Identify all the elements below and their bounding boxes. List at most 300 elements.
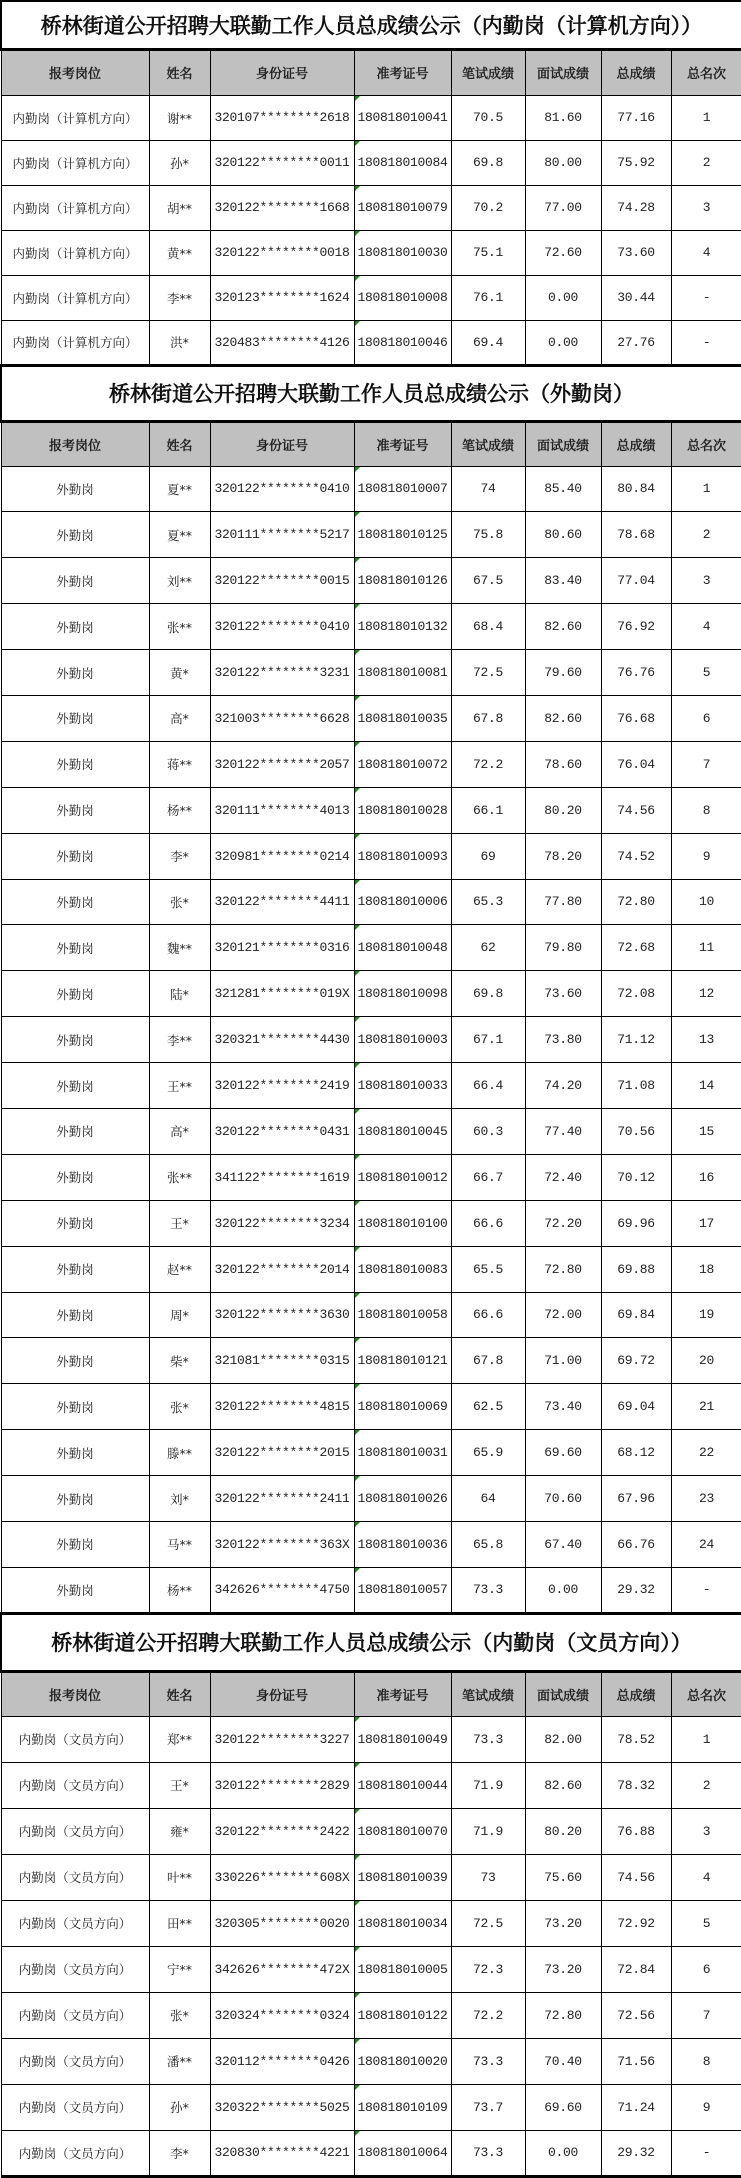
cell-exam-number: 180818010028	[354, 787, 451, 833]
cell-exam-number: 180818010003	[354, 1017, 451, 1063]
cell-name: 张*	[149, 1992, 210, 2038]
cell-written-score: 71.9	[451, 1808, 525, 1854]
cell-rank: 8	[671, 787, 741, 833]
cell-total-score: 78.68	[601, 512, 671, 558]
cell-exam-number: 180818010069	[354, 1384, 451, 1430]
cell-exam-number: 180818010020	[354, 2038, 451, 2084]
table-row	[1, 1476, 741, 1522]
cell-position: 外勤岗	[1, 833, 149, 879]
cell-written-score: 66.4	[451, 1063, 525, 1109]
table-row	[1, 2130, 741, 2176]
cell-name: 李*	[149, 833, 210, 879]
cell-interview-score: 0.00	[525, 275, 601, 320]
cell-total-score: 71.24	[601, 2084, 671, 2130]
column-header-id-number: 身份证号	[210, 421, 354, 466]
cell-rank: 6	[671, 695, 741, 741]
cell-rank: 3	[671, 185, 741, 230]
table-row	[1, 1384, 741, 1430]
column-header-exam-number: 准考证号	[354, 421, 451, 466]
table-row	[1, 275, 741, 320]
cell-position: 外勤岗	[1, 1292, 149, 1338]
cell-position: 外勤岗	[1, 1017, 149, 1063]
cell-name: 马**	[149, 1521, 210, 1567]
cell-id-number: 320322********5025	[210, 2084, 354, 2130]
column-header-position: 报考岗位	[1, 49, 149, 95]
cell-name: 张*	[149, 1384, 210, 1430]
cell-name: 陆*	[149, 971, 210, 1017]
cell-written-score: 72.5	[451, 650, 525, 696]
cell-written-score: 67.8	[451, 1338, 525, 1384]
cell-written-score: 62	[451, 925, 525, 971]
cell-name: 王**	[149, 1063, 210, 1109]
cell-position: 内勤岗（文员方向）	[1, 2084, 149, 2130]
cell-exam-number: 180818010072	[354, 741, 451, 787]
cell-name: 张**	[149, 604, 210, 650]
cell-position: 外勤岗	[1, 1430, 149, 1476]
cell-exam-number: 180818010064	[354, 2130, 451, 2176]
cell-interview-score: 0.00	[525, 320, 601, 365]
cell-written-score: 72.3	[451, 1946, 525, 1992]
cell-name: 洪*	[149, 320, 210, 365]
cell-name: 王*	[149, 1200, 210, 1246]
cell-position: 外勤岗	[1, 1246, 149, 1292]
cell-total-score: 73.60	[601, 230, 671, 275]
cell-position: 内勤岗（文员方向）	[1, 1808, 149, 1854]
cell-written-score: 68.4	[451, 604, 525, 650]
cell-rank: 23	[671, 1476, 741, 1522]
cell-rank: 18	[671, 1246, 741, 1292]
column-header-position: 报考岗位	[1, 421, 149, 466]
cell-id-number: 320122********363X	[210, 1521, 354, 1567]
cell-interview-score: 71.00	[525, 1338, 601, 1384]
cell-total-score: 72.08	[601, 971, 671, 1017]
cell-exam-number: 180818010070	[354, 1808, 451, 1854]
cell-exam-number: 180818010034	[354, 1900, 451, 1946]
cell-written-score: 73.3	[451, 1567, 525, 1613]
cell-interview-score: 72.60	[525, 230, 601, 275]
cell-interview-score: 79.60	[525, 650, 601, 696]
cell-name: 刘**	[149, 558, 210, 604]
cell-interview-score: 72.00	[525, 1292, 601, 1338]
cell-name: 李*	[149, 2130, 210, 2176]
cell-written-score: 62.5	[451, 1384, 525, 1430]
table-row	[1, 833, 741, 879]
cell-id-number: 320122********3234	[210, 1200, 354, 1246]
table-row	[1, 558, 741, 604]
cell-name: 蒋**	[149, 741, 210, 787]
cell-rank: 12	[671, 971, 741, 1017]
cell-position: 内勤岗（文员方向）	[1, 1946, 149, 1992]
column-header-written-score: 笔试成绩	[451, 49, 525, 95]
cell-interview-score: 82.60	[525, 604, 601, 650]
column-header-total-score: 总成绩	[601, 49, 671, 95]
table-row	[1, 230, 741, 275]
cell-interview-score: 73.20	[525, 1946, 601, 1992]
cell-rank: 2	[671, 1762, 741, 1808]
cell-position: 外勤岗	[1, 1108, 149, 1154]
cell-exam-number: 180818010008	[354, 275, 451, 320]
column-header-written-score: 笔试成绩	[451, 1671, 525, 1716]
table-row	[1, 1200, 741, 1246]
cell-exam-number: 180818010098	[354, 971, 451, 1017]
cell-exam-number: 180818010036	[354, 1521, 451, 1567]
table-row	[1, 879, 741, 925]
cell-interview-score: 73.20	[525, 1900, 601, 1946]
cell-rank: 4	[671, 230, 741, 275]
table-row	[1, 604, 741, 650]
cell-id-number: 320122********2829	[210, 1762, 354, 1808]
cell-id-number: 342626********472X	[210, 1946, 354, 1992]
cell-name: 张**	[149, 1154, 210, 1200]
column-header-position: 报考岗位	[1, 1671, 149, 1716]
cell-position: 外勤岗	[1, 1200, 149, 1246]
cell-position: 内勤岗（文员方向）	[1, 1992, 149, 2038]
cell-rank: 24	[671, 1521, 741, 1567]
cell-written-score: 66.6	[451, 1292, 525, 1338]
cell-position: 内勤岗（文员方向）	[1, 2038, 149, 2084]
column-header-interview-score: 面试成绩	[525, 49, 601, 95]
cell-written-score: 74	[451, 466, 525, 512]
cell-id-number: 320305********0020	[210, 1900, 354, 1946]
header-row	[1, 49, 741, 95]
cell-id-number: 320122********2422	[210, 1808, 354, 1854]
cell-written-score: 66.6	[451, 1200, 525, 1246]
cell-position: 内勤岗（计算机方向）	[1, 230, 149, 275]
cell-name: 田**	[149, 1900, 210, 1946]
cell-exam-number: 180818010079	[354, 185, 451, 230]
table-row	[1, 140, 741, 185]
cell-rank: 14	[671, 1063, 741, 1109]
cell-written-score: 70.2	[451, 185, 525, 230]
cell-id-number: 320111********5217	[210, 512, 354, 558]
table-row	[1, 1567, 741, 1613]
table-row	[1, 1154, 741, 1200]
cell-position: 外勤岗	[1, 787, 149, 833]
cell-total-score: 27.76	[601, 320, 671, 365]
cell-position: 外勤岗	[1, 558, 149, 604]
table-row	[1, 185, 741, 230]
table-row	[1, 1808, 741, 1854]
cell-interview-score: 0.00	[525, 1567, 601, 1613]
cell-total-score: 69.84	[601, 1292, 671, 1338]
cell-name: 高*	[149, 695, 210, 741]
table-row	[1, 650, 741, 696]
cell-id-number: 320122********0410	[210, 466, 354, 512]
cell-rank: 11	[671, 925, 741, 971]
section-title: 桥林街道公开招聘大联勤工作人员总成绩公示（外勤岗）	[1, 365, 741, 421]
cell-total-score: 76.88	[601, 1808, 671, 1854]
cell-total-score: 70.12	[601, 1154, 671, 1200]
column-header-id-number: 身份证号	[210, 49, 354, 95]
table-row	[1, 971, 741, 1017]
cell-id-number: 342626********4750	[210, 1567, 354, 1613]
cell-exam-number: 180818010083	[354, 1246, 451, 1292]
column-header-interview-score: 面试成绩	[525, 1671, 601, 1716]
cell-position: 外勤岗	[1, 1154, 149, 1200]
cell-id-number: 320321********4430	[210, 1017, 354, 1063]
cell-total-score: 74.52	[601, 833, 671, 879]
cell-exam-number: 180818010122	[354, 1992, 451, 2038]
column-header-rank: 总名次	[671, 421, 741, 466]
cell-interview-score: 69.60	[525, 1430, 601, 1476]
cell-interview-score: 72.80	[525, 1246, 601, 1292]
table-row	[1, 1338, 741, 1384]
cell-interview-score: 79.80	[525, 925, 601, 971]
cell-id-number: 320122********3630	[210, 1292, 354, 1338]
cell-exam-number: 180818010012	[354, 1154, 451, 1200]
cell-rank: 1	[671, 95, 741, 140]
cell-written-score: 67.1	[451, 1017, 525, 1063]
section-title-row	[1, 1, 741, 49]
cell-total-score: 69.88	[601, 1246, 671, 1292]
cell-exam-number: 180818010081	[354, 650, 451, 696]
cell-name: 叶**	[149, 1854, 210, 1900]
table-row	[1, 925, 741, 971]
cell-position: 外勤岗	[1, 466, 149, 512]
table-row	[1, 512, 741, 558]
cell-exam-number: 180818010039	[354, 1854, 451, 1900]
cell-position: 内勤岗（文员方向）	[1, 1900, 149, 1946]
cell-exam-number: 180818010126	[354, 558, 451, 604]
cell-exam-number: 180818010057	[354, 1567, 451, 1613]
cell-written-score: 73.7	[451, 2084, 525, 2130]
cell-id-number: 330226********608X	[210, 1854, 354, 1900]
cell-written-score: 69	[451, 833, 525, 879]
cell-name: 黄**	[149, 230, 210, 275]
cell-position: 外勤岗	[1, 971, 149, 1017]
cell-rank: 21	[671, 1384, 741, 1430]
cell-name: 杨**	[149, 787, 210, 833]
cell-rank: 1	[671, 1716, 741, 1762]
cell-interview-score: 77.40	[525, 1108, 601, 1154]
cell-position: 外勤岗	[1, 741, 149, 787]
cell-name: 郑**	[149, 1716, 210, 1762]
cell-total-score: 72.84	[601, 1946, 671, 1992]
cell-id-number: 320122********2057	[210, 741, 354, 787]
cell-interview-score: 69.60	[525, 2084, 601, 2130]
cell-rank: 4	[671, 604, 741, 650]
cell-written-score: 76.1	[451, 275, 525, 320]
cell-interview-score: 73.40	[525, 1384, 601, 1430]
cell-interview-score: 80.00	[525, 140, 601, 185]
cell-name: 胡**	[149, 185, 210, 230]
cell-written-score: 73.3	[451, 1716, 525, 1762]
cell-rank: 2	[671, 140, 741, 185]
cell-interview-score: 80.20	[525, 787, 601, 833]
cell-total-score: 76.04	[601, 741, 671, 787]
cell-exam-number: 180818010084	[354, 140, 451, 185]
cell-total-score: 69.72	[601, 1338, 671, 1384]
table-row	[1, 1246, 741, 1292]
cell-position: 内勤岗（计算机方向）	[1, 95, 149, 140]
column-header-written-score: 笔试成绩	[451, 421, 525, 466]
table-row	[1, 1992, 741, 2038]
column-header-total-score: 总成绩	[601, 421, 671, 466]
header-row	[1, 1671, 741, 1716]
cell-written-score: 69.8	[451, 971, 525, 1017]
cell-rank: 13	[671, 1017, 741, 1063]
table-row	[1, 1063, 741, 1109]
cell-id-number: 320122********1668	[210, 185, 354, 230]
cell-exam-number: 180818010100	[354, 1200, 451, 1246]
column-header-exam-number: 准考证号	[354, 1671, 451, 1716]
cell-interview-score: 0.00	[525, 2130, 601, 2176]
section-title: 桥林街道公开招聘大联勤工作人员总成绩公示（内勤岗（文员方向））	[1, 1613, 741, 1671]
cell-exam-number: 180818010046	[354, 320, 451, 365]
cell-interview-score: 73.80	[525, 1017, 601, 1063]
cell-written-score: 73.3	[451, 2038, 525, 2084]
cell-name: 滕**	[149, 1430, 210, 1476]
cell-position: 外勤岗	[1, 1521, 149, 1567]
cell-exam-number: 180818010026	[354, 1476, 451, 1522]
cell-exam-number: 180818010093	[354, 833, 451, 879]
cell-exam-number: 180818010048	[354, 925, 451, 971]
cell-id-number: 321081********0315	[210, 1338, 354, 1384]
table-row	[1, 1854, 741, 1900]
cell-name: 王*	[149, 1762, 210, 1808]
cell-name: 夏**	[149, 466, 210, 512]
cell-written-score: 60.3	[451, 1108, 525, 1154]
cell-exam-number: 180818010058	[354, 1292, 451, 1338]
cell-rank: 8	[671, 2038, 741, 2084]
cell-name: 雍*	[149, 1808, 210, 1854]
cell-interview-score: 82.60	[525, 1762, 601, 1808]
cell-exam-number: 180818010035	[354, 695, 451, 741]
cell-written-score: 73.3	[451, 2130, 525, 2176]
cell-total-score: 76.76	[601, 650, 671, 696]
cell-total-score: 71.56	[601, 2038, 671, 2084]
cell-interview-score: 81.60	[525, 95, 601, 140]
cell-exam-number: 180818010121	[354, 1338, 451, 1384]
cell-written-score: 69.4	[451, 320, 525, 365]
table-row	[1, 1521, 741, 1567]
cell-rank: -	[671, 275, 741, 320]
cell-exam-number: 180818010125	[354, 512, 451, 558]
cell-exam-number: 180818010006	[354, 879, 451, 925]
cell-position: 外勤岗	[1, 1567, 149, 1613]
table-row	[1, 320, 741, 365]
section-title-row	[1, 365, 741, 421]
cell-id-number: 320122********0431	[210, 1108, 354, 1154]
cell-interview-score: 72.20	[525, 1200, 601, 1246]
cell-total-score: 71.08	[601, 1063, 671, 1109]
cell-exam-number: 180818010132	[354, 604, 451, 650]
cell-rank: 10	[671, 879, 741, 925]
cell-interview-score: 72.40	[525, 1154, 601, 1200]
cell-total-score: 74.28	[601, 185, 671, 230]
cell-total-score: 76.92	[601, 604, 671, 650]
cell-id-number: 320123********1624	[210, 275, 354, 320]
cell-exam-number: 180818010109	[354, 2084, 451, 2130]
cell-interview-score: 78.60	[525, 741, 601, 787]
cell-position: 外勤岗	[1, 1476, 149, 1522]
table-row	[1, 2084, 741, 2130]
cell-position: 外勤岗	[1, 1384, 149, 1430]
cell-rank: 7	[671, 1992, 741, 2038]
cell-position: 外勤岗	[1, 604, 149, 650]
cell-name: 高*	[149, 1108, 210, 1154]
cell-interview-score: 72.80	[525, 1992, 601, 2038]
cell-position: 内勤岗（文员方向）	[1, 1762, 149, 1808]
cell-written-score: 72.2	[451, 1992, 525, 2038]
cell-position: 内勤岗（计算机方向）	[1, 140, 149, 185]
table-row	[1, 1108, 741, 1154]
cell-interview-score: 70.60	[525, 1476, 601, 1522]
cell-rank: 5	[671, 1900, 741, 1946]
cell-id-number: 321281********019X	[210, 971, 354, 1017]
cell-id-number: 320122********0410	[210, 604, 354, 650]
table-row	[1, 1946, 741, 1992]
cell-id-number: 320122********0015	[210, 558, 354, 604]
cell-rank: 1	[671, 466, 741, 512]
cell-interview-score: 67.40	[525, 1521, 601, 1567]
cell-total-score: 76.68	[601, 695, 671, 741]
table-row	[1, 1762, 741, 1808]
cell-id-number: 320122********2014	[210, 1246, 354, 1292]
table-row	[1, 741, 741, 787]
cell-written-score: 71.9	[451, 1762, 525, 1808]
cell-exam-number: 180818010041	[354, 95, 451, 140]
cell-interview-score: 82.60	[525, 695, 601, 741]
cell-name: 张*	[149, 879, 210, 925]
cell-position: 外勤岗	[1, 1063, 149, 1109]
table-row	[1, 787, 741, 833]
cell-total-score: 72.80	[601, 879, 671, 925]
table-row	[1, 1900, 741, 1946]
cell-rank: 15	[671, 1108, 741, 1154]
cell-position: 内勤岗（计算机方向）	[1, 185, 149, 230]
cell-interview-score: 83.40	[525, 558, 601, 604]
cell-id-number: 320981********0214	[210, 833, 354, 879]
cell-total-score: 29.32	[601, 2130, 671, 2176]
table-row	[1, 1017, 741, 1063]
cell-total-score: 77.16	[601, 95, 671, 140]
table-row	[1, 2038, 741, 2084]
cell-position: 外勤岗	[1, 1338, 149, 1384]
cell-total-score: 72.92	[601, 1900, 671, 1946]
table-row	[1, 95, 741, 140]
cell-total-score: 72.56	[601, 1992, 671, 2038]
cell-total-score: 68.12	[601, 1430, 671, 1476]
cell-total-score: 74.56	[601, 787, 671, 833]
cell-total-score: 78.32	[601, 1762, 671, 1808]
column-header-name: 姓名	[149, 1671, 210, 1716]
cell-written-score: 70.5	[451, 95, 525, 140]
cell-position: 内勤岗（文员方向）	[1, 1716, 149, 1762]
cell-rank: 3	[671, 558, 741, 604]
cell-name: 谢**	[149, 95, 210, 140]
cell-exam-number: 180818010033	[354, 1063, 451, 1109]
cell-name: 柴*	[149, 1338, 210, 1384]
cell-position: 外勤岗	[1, 695, 149, 741]
cell-name: 孙*	[149, 140, 210, 185]
cell-written-score: 65.9	[451, 1430, 525, 1476]
cell-exam-number: 180818010045	[354, 1108, 451, 1154]
section-title-row	[1, 1613, 741, 1671]
cell-name: 李**	[149, 275, 210, 320]
cell-rank: 6	[671, 1946, 741, 1992]
cell-rank: 16	[671, 1154, 741, 1200]
cell-id-number: 320122********0011	[210, 140, 354, 185]
cell-rank: 17	[671, 1200, 741, 1246]
cell-interview-score: 75.60	[525, 1854, 601, 1900]
cell-written-score: 67.8	[451, 695, 525, 741]
cell-id-number: 320324********0324	[210, 1992, 354, 2038]
cell-interview-score: 73.60	[525, 971, 601, 1017]
cell-interview-score: 85.40	[525, 466, 601, 512]
cell-written-score: 65.5	[451, 1246, 525, 1292]
cell-exam-number: 180818010030	[354, 230, 451, 275]
